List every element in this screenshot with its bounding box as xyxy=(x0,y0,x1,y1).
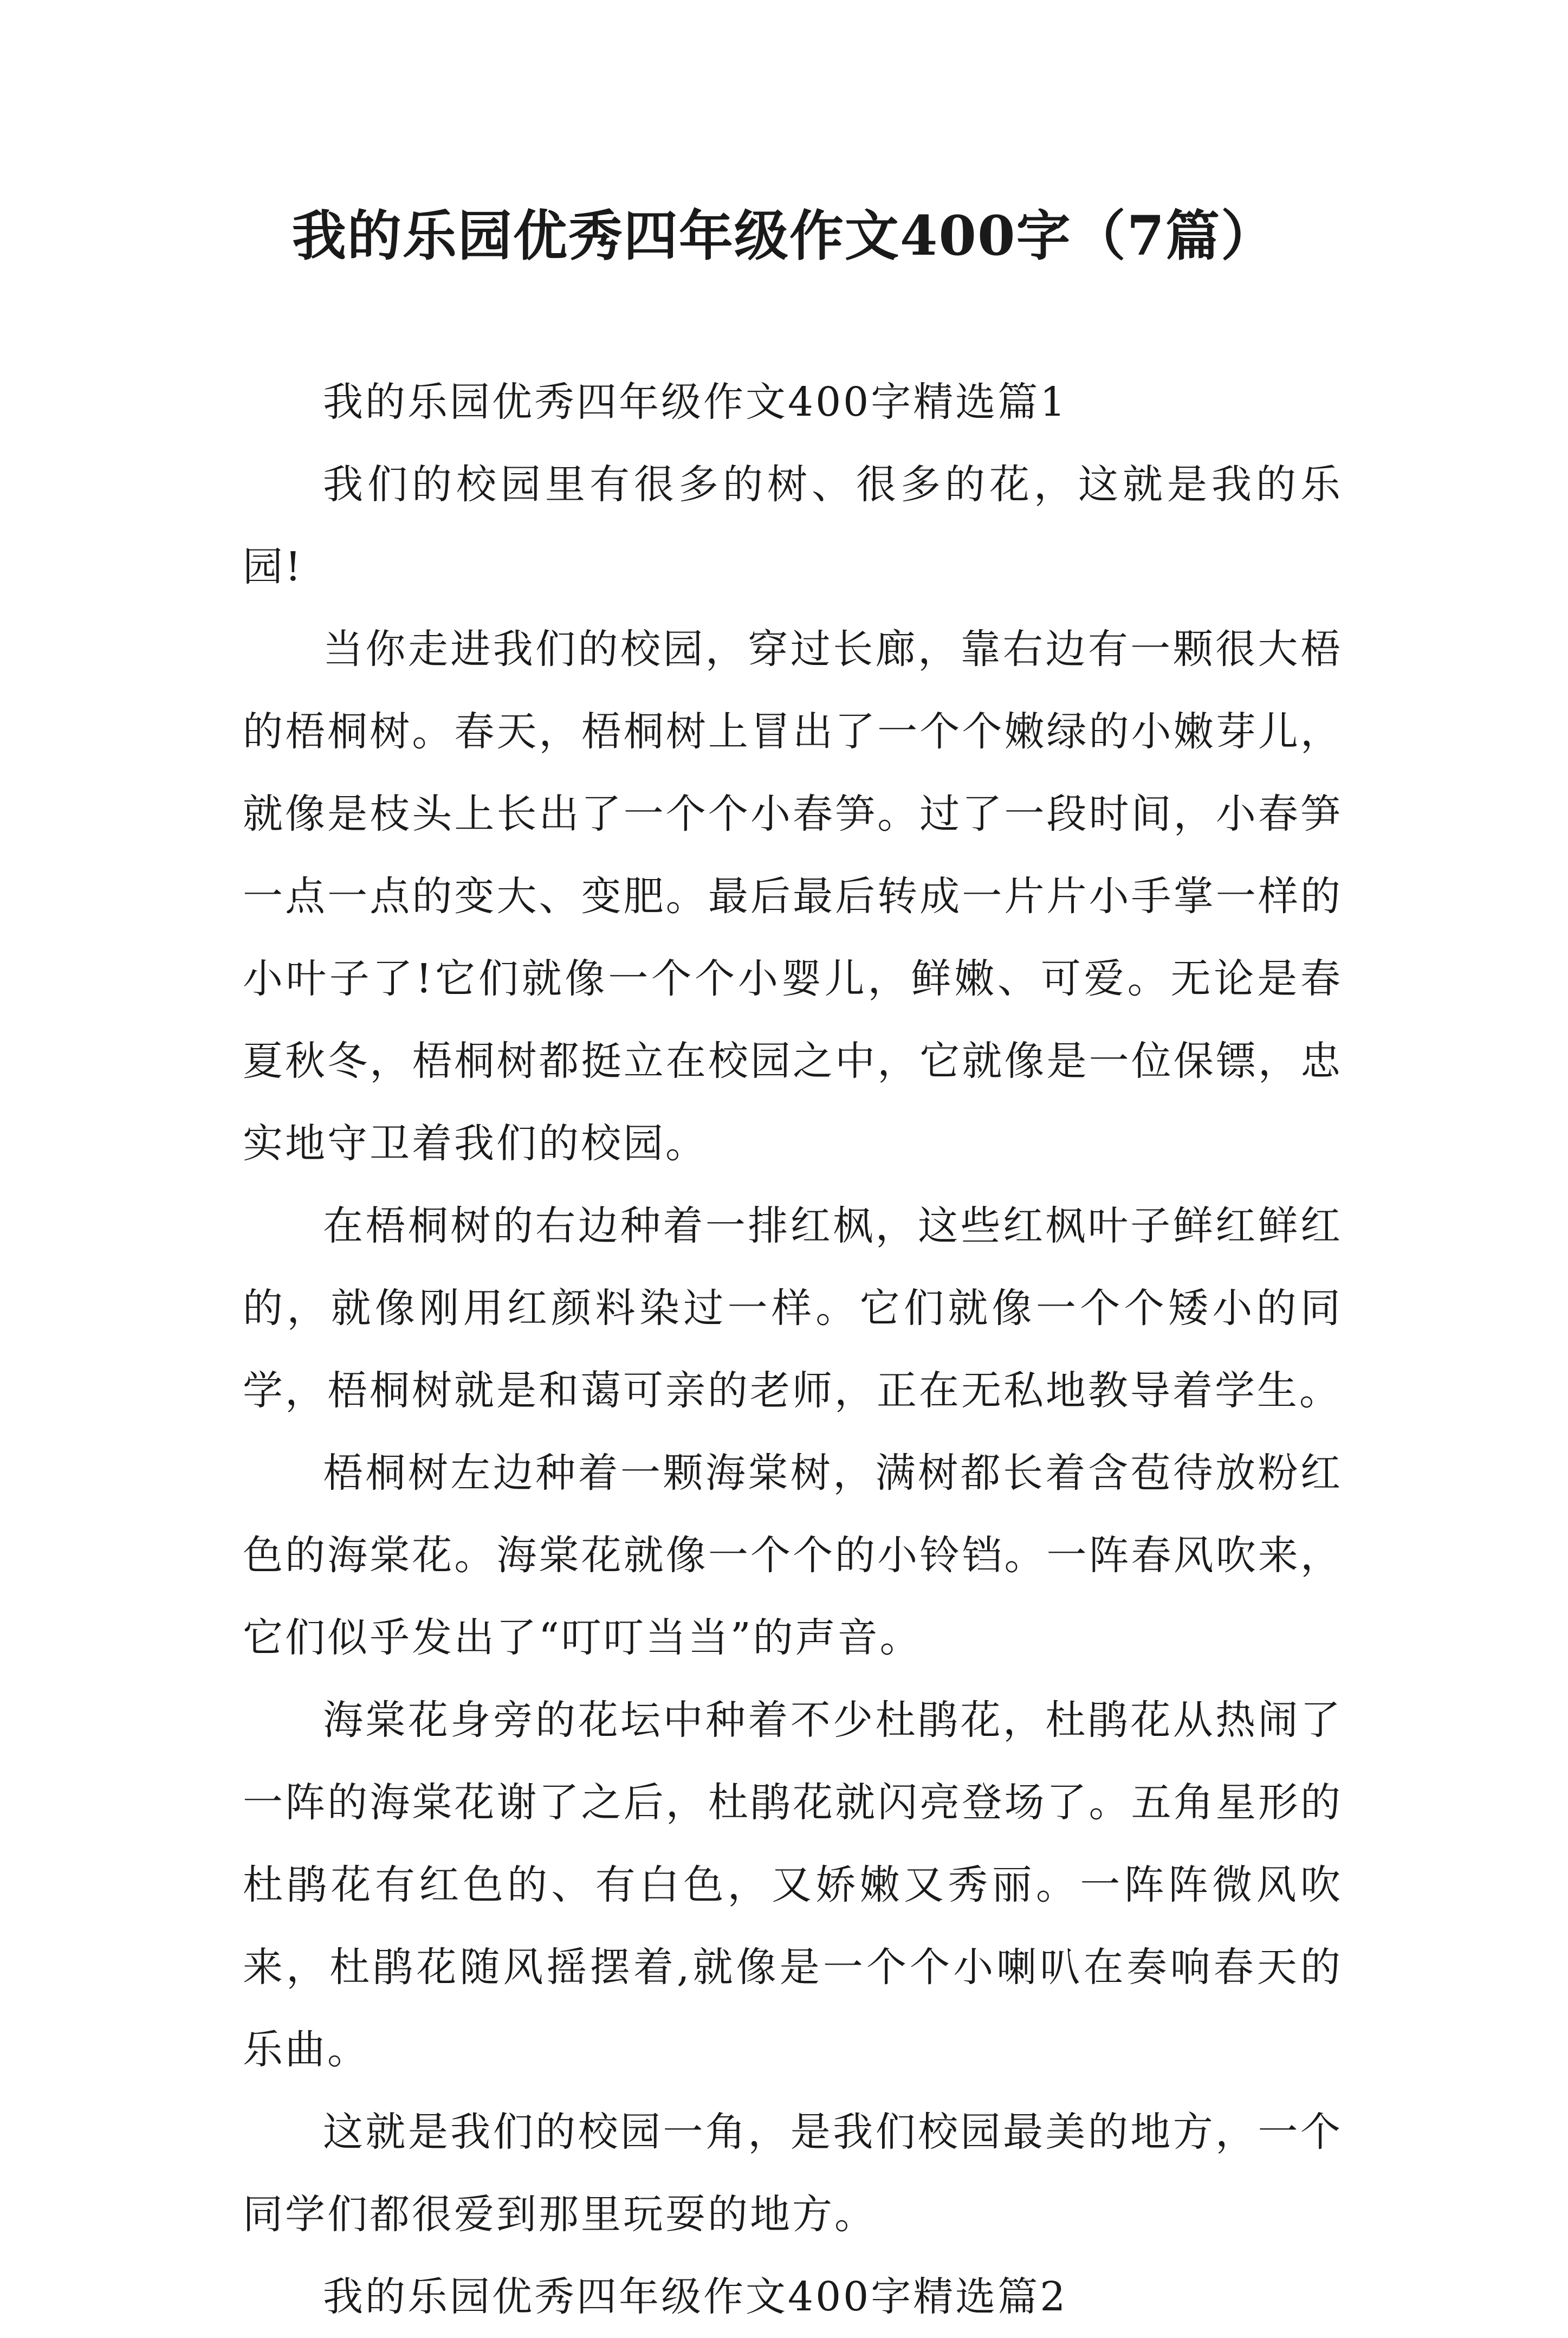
paragraph-2: 当你走进我们的校园，穿过长廊，靠右边有一颗很大梧的梧桐树。春天，梧桐树上冒出了一个个嫩绿的小嫩芽儿，就像是枝头上长出了一个个小春笋。过了一段时间，小春笋一点一点的变大、变肥。最后最后转成一片片小手掌一样的小叶子了!它们就像一个个小婴儿，鲜嫩、可爱。无论是春夏秋冬，梧桐树都挺立在校园之中，它就像是一位保镖，忠实地守卫着我们的校园。 xyxy=(243,626,1343,1167)
section-heading-1: 我的乐园优秀四年级作文400字精选篇1 xyxy=(323,379,1068,425)
paragraph-4: 梧桐树左边种着一颗海棠树，满树都长着含苞待放粉红色的海棠花。海棠花就像一个个的小铃铛。一阵春风吹来，它们似乎发出了“叮叮当当”的声音。 xyxy=(243,1450,1343,1661)
section-heading-2: 我的乐园优秀四年级作文400字精选篇2 xyxy=(323,2274,1068,2320)
paragraph-5: 海棠花身旁的花坛中种着不少杜鹃花，杜鹃花从热闹了一阵的海棠花谢了之后，杜鹃花就闪亮登场了。五角星形的杜鹃花有红色的、有白色，又娇嫩又秀丽。一阵阵微风吹来，杜鹃花随风摇摆着,就像是一个个小喇叭在奏响春天的乐曲。 xyxy=(243,1697,1343,2073)
document-body xyxy=(243,361,1343,2338)
paragraph-6: 这就是我们的校园一角，是我们校园最美的地方，一个同学们都很爱到那里玩耍的地方。 xyxy=(243,2109,1343,2238)
document-title: 我的乐园优秀四年级作文400字（7篇） xyxy=(291,204,1277,268)
paragraph-3: 在梧桐树的右边种着一排红枫，这些红枫叶子鲜红鲜红的，就像刚用红颜料染过一样。它们就像一个个矮小的同学，梧桐树就是和蔼可亲的老师，正在无私地教导着学生。 xyxy=(243,1203,1343,1414)
paragraph-1: 我们的校园里有很多的树、很多的花，这就是我的乐园! xyxy=(243,461,1343,590)
